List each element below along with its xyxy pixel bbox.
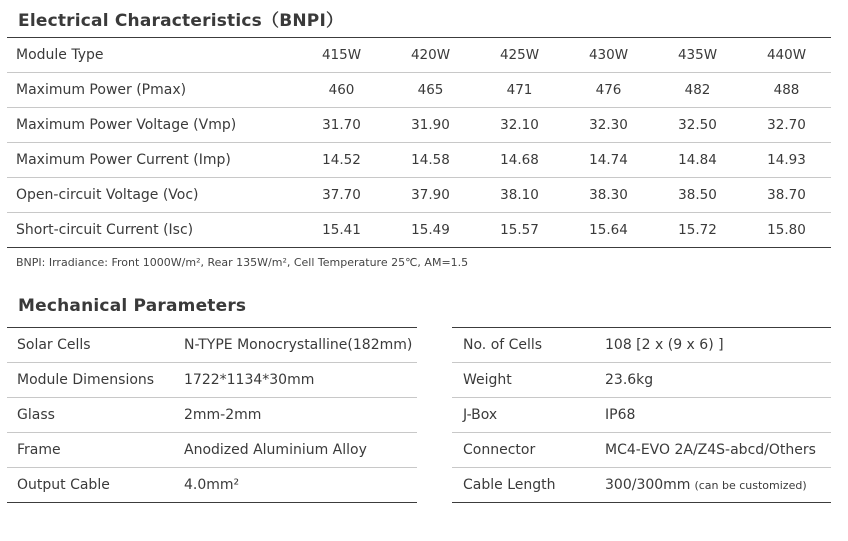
cell: 31.70 xyxy=(322,117,361,133)
table-row xyxy=(7,213,831,247)
param-label: Glass xyxy=(17,407,55,423)
cell: 38.50 xyxy=(678,187,717,203)
param-value: IP68 xyxy=(605,407,636,423)
cell: 482 xyxy=(684,82,711,98)
table-row xyxy=(452,433,831,468)
cell: 488 xyxy=(773,82,800,98)
electrical-table xyxy=(7,37,831,248)
row-label: Short-circuit Current (Isc) xyxy=(16,222,194,238)
cable-length-note: (can be customized) xyxy=(694,479,807,492)
cell: 14.58 xyxy=(411,152,450,168)
cell: 15.41 xyxy=(322,222,361,238)
cell: 15.72 xyxy=(678,222,717,238)
row-label: Module Type xyxy=(16,47,104,63)
param-value: MC4-EVO 2A/Z4S-abcd/Others xyxy=(605,442,816,458)
cell: 37.70 xyxy=(322,187,361,203)
table-row xyxy=(7,178,831,213)
param-label: Weight xyxy=(463,372,512,388)
cell: 15.80 xyxy=(767,222,806,238)
table-row xyxy=(7,73,831,108)
cell: 38.30 xyxy=(589,187,628,203)
table-row xyxy=(7,398,417,433)
table-row xyxy=(7,433,417,468)
param-label: Module Dimensions xyxy=(17,372,155,388)
mechanical-table-right xyxy=(452,327,831,503)
table-row xyxy=(7,38,831,73)
table-row xyxy=(7,328,417,363)
table-row xyxy=(452,468,831,502)
row-label: Maximum Power (Pmax) xyxy=(16,82,187,98)
cell: 15.64 xyxy=(589,222,628,238)
cell: 14.74 xyxy=(589,152,628,168)
table-row xyxy=(452,363,831,398)
param-value xyxy=(605,477,831,493)
cell: 32.70 xyxy=(767,117,806,133)
cell: 435W xyxy=(677,47,718,63)
cable-length-value: 300/300mm xyxy=(605,477,691,493)
cell: 465 xyxy=(417,82,444,98)
cell: 471 xyxy=(506,82,533,98)
cell: 476 xyxy=(595,82,622,98)
cell: 460 xyxy=(328,82,355,98)
mechanical-table-left xyxy=(7,327,417,503)
param-value: 108 [2 x (9 x 6) ] xyxy=(605,337,724,353)
cell: 14.84 xyxy=(678,152,717,168)
param-label: Frame xyxy=(17,442,61,458)
param-value: Anodized Aluminium Alloy xyxy=(184,442,367,458)
cell: 32.10 xyxy=(500,117,539,133)
table-row xyxy=(7,468,417,502)
cell: 430W xyxy=(588,47,629,63)
param-label: No. of Cells xyxy=(463,337,543,353)
table-row xyxy=(452,398,831,433)
cell: 32.30 xyxy=(589,117,628,133)
cell: 15.49 xyxy=(411,222,450,238)
cell: 37.90 xyxy=(411,187,450,203)
cell: 14.52 xyxy=(322,152,361,168)
cell: 14.68 xyxy=(500,152,539,168)
param-value: 1722*1134*30mm xyxy=(184,372,315,388)
cell: 440W xyxy=(766,47,807,63)
param-label: Connector xyxy=(463,442,536,458)
param-value: 23.6kg xyxy=(605,372,654,388)
param-value: N-TYPE Monocrystalline(182mm) xyxy=(184,337,413,353)
row-label: Maximum Power Current (Imp) xyxy=(16,152,231,168)
row-label: Open-circuit Voltage (Voc) xyxy=(16,187,199,203)
table-row xyxy=(7,108,831,143)
param-value: 2mm-2mm xyxy=(184,407,262,423)
table-row xyxy=(452,328,831,363)
param-label: Solar Cells xyxy=(17,337,91,353)
param-label: Output Cable xyxy=(17,477,110,493)
param-value: 4.0mm² xyxy=(184,477,240,493)
param-label: J-Box xyxy=(463,407,498,423)
row-label: Maximum Power Voltage (Vmp) xyxy=(16,117,237,133)
mechanical-parameters-title: Mechanical Parameters xyxy=(18,296,247,316)
cell: 31.90 xyxy=(411,117,450,133)
cell: 415W xyxy=(321,47,362,63)
cell: 32.50 xyxy=(678,117,717,133)
table-row xyxy=(7,363,417,398)
cell: 425W xyxy=(499,47,540,63)
test-conditions-note: BNPI: Irradiance: Front 1000W/m², Rear 135W/m², Cell Temperature 25℃, AM=1.5 xyxy=(16,256,469,269)
param-label: Cable Length xyxy=(463,477,556,493)
cell: 38.10 xyxy=(500,187,539,203)
cell: 15.57 xyxy=(500,222,539,238)
cell: 38.70 xyxy=(767,187,806,203)
cell: 14.93 xyxy=(767,152,806,168)
cell: 420W xyxy=(410,47,451,63)
table-row xyxy=(7,143,831,178)
electrical-characteristics-title: Electrical Characteristics（BNPI） xyxy=(18,11,344,31)
